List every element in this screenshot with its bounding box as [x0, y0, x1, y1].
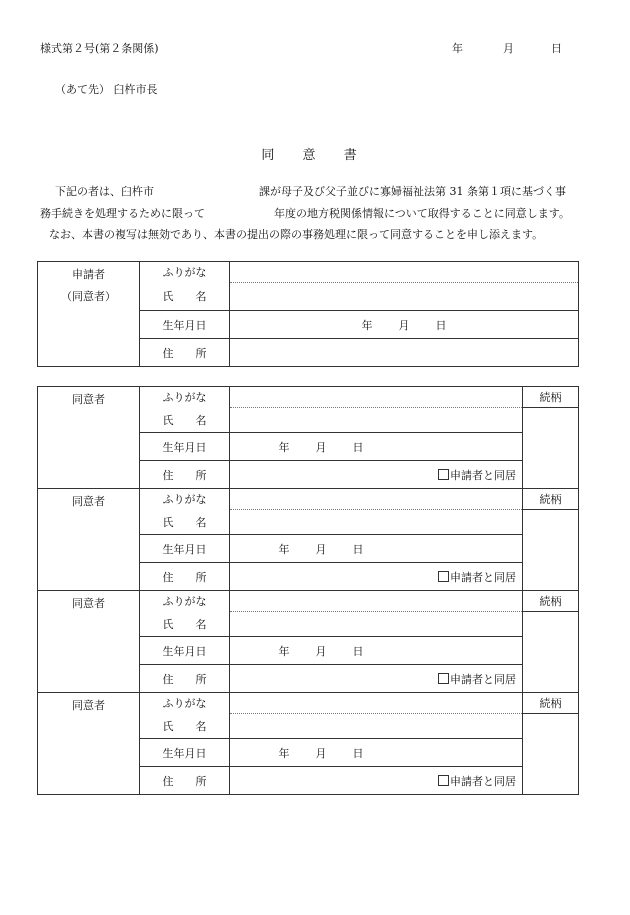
- consenter-furigana-field-1[interactable]: [230, 387, 523, 408]
- applicant-birth-label: 生年月日: [140, 311, 230, 339]
- consenter-birth-label-4: 生年月日: [140, 739, 230, 767]
- applicant-name-field[interactable]: [230, 283, 579, 311]
- consenter-label-cell-3: [38, 591, 140, 693]
- relationship-field-2[interactable]: [523, 510, 579, 591]
- body-line3: なお、本書の複写は無効であり、本書の提出の際の事務処理に限って同意することを申し添えます。: [49, 228, 544, 241]
- month-label: 月: [315, 542, 327, 556]
- consenter-name-field-3[interactable]: [230, 612, 523, 637]
- date-month-label: 月: [503, 42, 514, 55]
- body-line2-start: 務手続きを処理するために限って: [40, 207, 205, 220]
- consenter-name-label-4: 氏 名: [140, 714, 230, 739]
- cohabit-label-4: 申請者と同居: [450, 774, 516, 788]
- consenter-furigana-field-2[interactable]: [230, 489, 523, 510]
- applicant-furigana-field[interactable]: [230, 262, 579, 283]
- consenter-address-field-3[interactable]: [230, 665, 523, 693]
- consenter-furigana-label-3: ふりがな: [140, 591, 230, 612]
- consenter-name-field-1[interactable]: [230, 408, 523, 433]
- applicant-name-label: 氏 名: [140, 283, 230, 311]
- cohabit-checkbox-1[interactable]: [438, 469, 449, 480]
- year-label: 年: [278, 746, 290, 760]
- cohabit-checkbox-2[interactable]: [438, 571, 449, 582]
- consenter-table: [37, 386, 579, 795]
- cohabit-checkbox-4[interactable]: [438, 775, 449, 786]
- cohabit-label-1: 申請者と同居: [450, 468, 516, 482]
- date-year-label: 年: [452, 42, 463, 55]
- cohabit-label-3: 申請者と同居: [450, 672, 516, 686]
- day-label: 日: [352, 746, 364, 760]
- month-label: 月: [315, 440, 327, 454]
- consenter-address-label-2: 住 所: [140, 563, 230, 591]
- relationship-label-3: 続柄: [523, 591, 579, 612]
- month-label: 月: [315, 644, 327, 658]
- consenter-furigana-field-3[interactable]: [230, 591, 523, 612]
- year-label: 年: [278, 644, 290, 658]
- date-day-label: 日: [551, 42, 562, 55]
- cohabit-label-2: 申請者と同居: [450, 570, 516, 584]
- consenter-address-field-1[interactable]: [230, 461, 523, 489]
- consenter-label-cell-4: [38, 693, 140, 795]
- body-line2-end: 年度の地方税関係情報について取得することに同意します。: [274, 207, 570, 220]
- consenter-birth-field-4[interactable]: [230, 739, 523, 767]
- relationship-field-1[interactable]: [523, 408, 579, 489]
- applicant-birth-field[interactable]: [230, 311, 579, 339]
- consenter-furigana-label-4: ふりがな: [140, 693, 230, 714]
- consenter-name-label-1: 氏 名: [140, 408, 230, 433]
- consenter-furigana-label-2: ふりがな: [140, 489, 230, 510]
- consenter-birth-label-2: 生年月日: [140, 535, 230, 563]
- body-line1-start: 下記の者は、臼杵市: [55, 185, 154, 198]
- year-label: 年: [361, 318, 373, 332]
- consenter-address-label-1: 住 所: [140, 461, 230, 489]
- consenter-furigana-field-4[interactable]: [230, 693, 523, 714]
- consenter-address-label-4: 住 所: [140, 767, 230, 795]
- consenter-name-field-2[interactable]: [230, 510, 523, 535]
- body-line1-end: 課が母子及び父子並びに寡婦福祉法第 31 条第１項に基づく事: [259, 185, 566, 198]
- consenter-label-4: 同意者: [72, 699, 105, 712]
- applicant-table: [37, 261, 579, 367]
- consenter-address-field-2[interactable]: [230, 563, 523, 591]
- addressee: （あて先） 臼杵市長: [55, 83, 158, 96]
- consenter-name-label-2: 氏 名: [140, 510, 230, 535]
- consenter-label-1: 同意者: [72, 393, 105, 406]
- day-label: 日: [352, 440, 364, 454]
- consenter-name-label-3: 氏 名: [140, 612, 230, 637]
- consenter-label-3: 同意者: [72, 597, 105, 610]
- consenter-address-label-3: 住 所: [140, 665, 230, 693]
- month-label: 月: [315, 746, 327, 760]
- day-label: 日: [352, 644, 364, 658]
- consenter-address-field-4[interactable]: [230, 767, 523, 795]
- consenter-name-field-4[interactable]: [230, 714, 523, 739]
- consenter-birth-label-3: 生年月日: [140, 637, 230, 665]
- consenter-label-2: 同意者: [72, 495, 105, 508]
- year-label: 年: [278, 440, 290, 454]
- consenter-birth-field-2[interactable]: [230, 535, 523, 563]
- applicant-label: 申請者: [72, 268, 105, 281]
- applicant-label-cell: [38, 262, 140, 367]
- applicant-sublabel: （同意者）: [61, 290, 116, 303]
- year-label: 年: [278, 542, 290, 556]
- document-title: 同 意 書: [261, 148, 369, 163]
- relationship-label-4: 続柄: [523, 693, 579, 714]
- month-label: 月: [398, 318, 410, 332]
- cohabit-checkbox-3[interactable]: [438, 673, 449, 684]
- relationship-field-4[interactable]: [523, 714, 579, 795]
- consenter-furigana-label-1: ふりがな: [140, 387, 230, 408]
- form-number: 様式第２号(第２条関係): [40, 42, 159, 55]
- day-label: 日: [435, 318, 447, 332]
- applicant-address-field[interactable]: [230, 339, 579, 367]
- consenter-birth-field-3[interactable]: [230, 637, 523, 665]
- consenter-birth-field-1[interactable]: [230, 433, 523, 461]
- relationship-label-1: 続柄: [523, 387, 579, 408]
- relationship-field-3[interactable]: [523, 612, 579, 693]
- consenter-label-cell-2: [38, 489, 140, 591]
- applicant-furigana-label: ふりがな: [140, 262, 230, 283]
- consenter-label-cell-1: [38, 387, 140, 489]
- relationship-label-2: 続柄: [523, 489, 579, 510]
- day-label: 日: [352, 542, 364, 556]
- consenter-birth-label-1: 生年月日: [140, 433, 230, 461]
- applicant-address-label: 住 所: [140, 339, 230, 367]
